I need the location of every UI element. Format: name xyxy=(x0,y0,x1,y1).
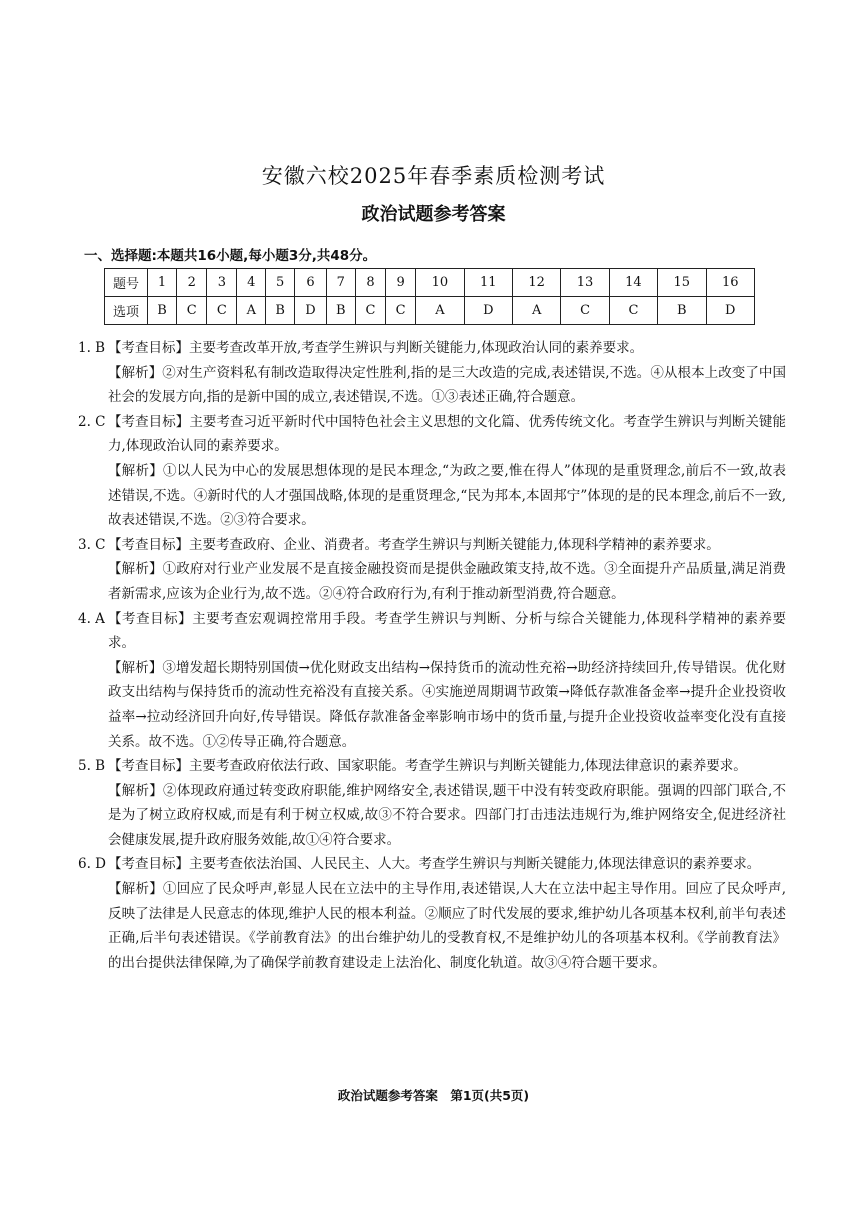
item-number: 2. C xyxy=(78,413,106,430)
answer-option: A xyxy=(237,297,266,325)
item-goal: 【考查目标】主要考查政府、企业、消费者。考查学生辨识与判断关键能力,体现科学精神的素养要求。 xyxy=(108,536,720,553)
answer-option-row xyxy=(105,297,755,325)
answer-option: B xyxy=(148,297,177,325)
item-number: 6. D xyxy=(78,856,106,873)
question-number: 1 xyxy=(148,269,177,297)
item-goal: 【考查目标】主要考查改革开放,考查学生辨识与判断关键能力,体现政治认同的素养要求。 xyxy=(108,340,644,356)
exam-title: 安徽六校2025年春季素质检测考试 xyxy=(261,164,606,188)
answer-table xyxy=(104,268,755,325)
item-analysis: 【解析】②对生产资料私有制改造取得决定性胜利,指的是三大改造的完成,表述错误,不选。④从根本上改变了中国社会的发展方向,指的是新中国的成立,表述错误,不选。①③表述正确,符合题意。 xyxy=(108,364,786,406)
answer-item xyxy=(78,533,786,607)
question-number: 3 xyxy=(207,269,237,297)
item-analysis: 【解析】②体现政府通过转变政府职能,维护网络安全,表述错误,题干中没有转变政府职能。强调的四部门联合,不是为了树立政府权威,而是有利于树立权威,故③不符合要求。四部门打击违法违规行为,维护网络安全,促进经济社会健康发展,提升政府服务效能,故①④符合要求。 xyxy=(108,782,786,848)
question-number-row xyxy=(105,269,755,297)
answer-item xyxy=(78,336,786,410)
item-analysis: 【解析】①以人民为中心的发展思想体现的是民本理念,“为政之要,惟在得人”体现的是重贤理念,前后不一致,故表述错误,不选。④新时代的人才强国战略,体现的是重贤理念,“民为邦本,本固邦宁”体现的是的民本理念,前后不一致,故表述错误,不选。②③符合要求。 xyxy=(108,462,786,529)
answer-item xyxy=(78,410,786,533)
answer-option: A xyxy=(416,297,464,325)
question-number: 6 xyxy=(295,269,327,297)
answer-option: B xyxy=(266,297,295,325)
question-number: 14 xyxy=(609,269,657,297)
answer-option: C xyxy=(609,297,657,325)
row-header-option: 选项 xyxy=(105,297,148,325)
answer-option: C xyxy=(561,297,609,325)
item-analysis: 【解析】①回应了民众呼声,彰显人民在立法中的主导作用,表述错误,人大在立法中起主导作用。回应了民众呼声,反映了法律是人民意志的体现,维护人民的根本利益。②顺应了时代发展的要求,维护幼儿各项基本权利,前半句表述正确,后半句表述错误。《学前教育法》的出台维护幼儿的受教育权,不是维护幼儿的各项基本权利。《学前教育法》的出台提供法律保障,为了确保学前教育建设走上法治化、制度化轨道。故③④符合题干要求。 xyxy=(108,881,786,971)
answer-option: C xyxy=(207,297,237,325)
question-number: 7 xyxy=(326,269,355,297)
answer-option: C xyxy=(386,297,416,325)
question-number: 13 xyxy=(561,269,609,297)
answer-option: B xyxy=(326,297,355,325)
section-heading: 一、选择题:本题共16小题,每小题3分,共48分。 xyxy=(84,248,377,264)
row-header-number: 题号 xyxy=(105,269,148,297)
answer-option: D xyxy=(464,297,512,325)
item-analysis: 【解析】③增发超长期特别国债→优化财政支出结构→保持货币的流动性充裕→助经济持续回升,传导错误。优化财政支出结构与保持货币的流动性充裕没有直接关系。④实施逆周期调节政策→降低存款准备金率→提升企业投资收益率→拉动经济回升向好,传导错误。降低存款准备金率影响市场中的货币量,与提升企业投资收益率变化没有直接关系。故不选。①②传导正确,符合题意。 xyxy=(108,659,786,750)
question-number: 4 xyxy=(237,269,266,297)
answer-key-title: 政治试题参考答案 xyxy=(361,204,506,225)
answer-option: C xyxy=(355,297,385,325)
answer-explanations xyxy=(78,336,786,975)
answer-item xyxy=(78,852,786,975)
question-number: 2 xyxy=(177,269,207,297)
item-number: 3. C xyxy=(78,536,106,553)
question-number: 12 xyxy=(513,269,561,297)
answer-option: D xyxy=(295,297,327,325)
item-goal: 【考查目标】主要考查习近平新时代中国特色社会主义思想的文化篇、优秀传统文化。考查学生辨识与判断关键能力,体现政治认同的素养要求。 xyxy=(108,413,786,455)
item-analysis: 【解析】①政府对行业产业发展不是直接金融投资而是提供金融政策支持,故不选。③全面提升产品质量,满足消费者新需求,应该为企业行为,故不选。②④符合政府行为,有利于推动新型消费,符合题意。 xyxy=(108,561,786,602)
item-number: 4. A xyxy=(78,610,105,627)
answer-option: B xyxy=(658,297,706,325)
question-number: 8 xyxy=(355,269,385,297)
question-number: 10 xyxy=(416,269,464,297)
item-number: 1. B xyxy=(78,340,106,356)
page-footer: 政治试题参考答案 第1页(共5页) xyxy=(337,1088,530,1103)
item-goal: 【考查目标】主要考查政府依法行政、国家职能。考查学生辨识与判断关键能力,体现法律意识的素养要求。 xyxy=(108,758,747,775)
question-number: 11 xyxy=(464,269,512,297)
answer-option: A xyxy=(513,297,561,325)
question-number: 5 xyxy=(266,269,295,297)
answer-option: C xyxy=(177,297,207,325)
answer-item xyxy=(78,607,786,755)
question-number: 9 xyxy=(386,269,416,297)
answer-item xyxy=(78,754,786,852)
item-number: 5. B xyxy=(78,758,106,775)
answer-option: D xyxy=(706,297,755,325)
question-number: 15 xyxy=(658,269,706,297)
question-number: 16 xyxy=(706,269,755,297)
item-goal: 【考查目标】主要考查宏观调控常用手段。考查学生辨识与判断、分析与综合关键能力,体现科学精神的素养要求。 xyxy=(108,610,786,652)
item-goal: 【考查目标】主要考查依法治国、人民民主、人大。考查学生辨识与判断关键能力,体现法律意识的素养要求。 xyxy=(108,856,761,873)
